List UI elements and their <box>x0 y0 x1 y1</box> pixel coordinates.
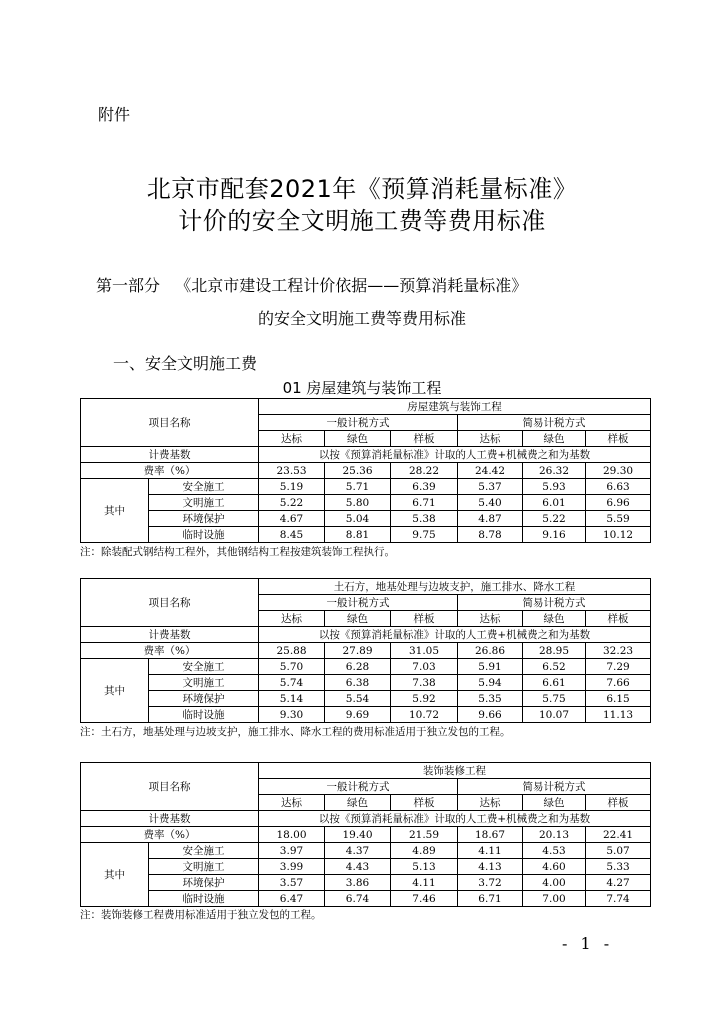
cell-value: 4.67 <box>259 511 325 527</box>
level-header: 绿色 <box>523 611 586 627</box>
cell-value: 9.30 <box>259 707 325 723</box>
rate-value: 26.86 <box>458 643 523 659</box>
rate-value: 32.23 <box>586 643 651 659</box>
group-label: 其中 <box>81 843 149 907</box>
cell-value: 5.59 <box>586 511 651 527</box>
cell-value: 4.11 <box>391 875 458 891</box>
cell-value: 5.33 <box>586 859 651 875</box>
cell-value: 5.92 <box>391 691 458 707</box>
rate-value: 18.67 <box>458 827 523 843</box>
rate-value: 18.00 <box>259 827 325 843</box>
cell-value: 10.07 <box>523 707 586 723</box>
general-tax-method-header: 一般计税方式 <box>259 415 458 431</box>
rate-value: 26.32 <box>523 463 586 479</box>
level-header: 绿色 <box>523 431 586 447</box>
level-header: 样板 <box>391 795 458 811</box>
row-label: 安全施工 <box>149 479 259 495</box>
row-label: 安全施工 <box>149 843 259 859</box>
cell-value: 5.37 <box>458 479 523 495</box>
general-tax-method-header: 一般计税方式 <box>259 595 458 611</box>
cell-value: 6.01 <box>523 495 586 511</box>
section-heading: 一、安全文明施工费 <box>113 354 258 373</box>
cell-value: 5.40 <box>458 495 523 511</box>
cell-value: 5.13 <box>391 859 458 875</box>
cell-value: 5.14 <box>259 691 325 707</box>
part-heading-line2: 的安全文明施工费等费用标准 <box>257 309 466 328</box>
cell-value: 5.93 <box>523 479 586 495</box>
row-label: 安全施工 <box>149 659 259 675</box>
cell-value: 6.71 <box>458 891 523 907</box>
cell-value: 6.15 <box>586 691 651 707</box>
level-header: 绿色 <box>325 611 391 627</box>
level-header: 样板 <box>391 611 458 627</box>
cell-value: 5.71 <box>325 479 391 495</box>
cell-value: 6.47 <box>259 891 325 907</box>
cell-value: 6.38 <box>325 675 391 691</box>
cell-value: 9.16 <box>523 527 586 543</box>
cell-value: 10.72 <box>391 707 458 723</box>
cell-value: 5.70 <box>259 659 325 675</box>
rate-value: 23.53 <box>259 463 325 479</box>
level-header: 绿色 <box>325 431 391 447</box>
row-label: 文明施工 <box>149 495 259 511</box>
fee-table-1 <box>80 398 651 543</box>
rate-label: 费率（%） <box>81 643 259 659</box>
cell-value: 9.66 <box>458 707 523 723</box>
engineering-type-header: 土石方，地基处理与边坡支护，施工排水、降水工程 <box>259 579 651 595</box>
rate-value: 28.22 <box>391 463 458 479</box>
cell-value: 4.60 <box>523 859 586 875</box>
rate-value: 21.59 <box>391 827 458 843</box>
table-note-2: 注：土石方，地基处理与边坡支护，施工排水、降水工程的费用标准适用于独立发包的工程。 <box>80 726 511 738</box>
table-note-1: 注：除装配式钢结构工程外，其他钢结构工程按建筑装饰工程执行。 <box>80 546 395 558</box>
rate-value: 19.40 <box>325 827 391 843</box>
cell-value: 4.11 <box>458 843 523 859</box>
cell-value: 7.38 <box>391 675 458 691</box>
level-header: 达标 <box>458 431 523 447</box>
cell-value: 5.07 <box>586 843 651 859</box>
cell-value: 7.00 <box>523 891 586 907</box>
fee-base-label: 计费基数 <box>81 811 259 827</box>
rate-value: 20.13 <box>523 827 586 843</box>
simple-tax-method-header: 简易计税方式 <box>458 595 651 611</box>
document-title-line2: 计价的安全文明施工费等费用标准 <box>178 207 546 235</box>
rate-value: 25.88 <box>259 643 325 659</box>
project-name-header: 项目名称 <box>81 399 259 447</box>
level-header: 样板 <box>586 611 651 627</box>
cell-value: 8.78 <box>458 527 523 543</box>
cell-value: 3.57 <box>259 875 325 891</box>
cell-value: 7.29 <box>586 659 651 675</box>
level-header: 达标 <box>458 611 523 627</box>
cell-value: 6.28 <box>325 659 391 675</box>
cell-value: 3.86 <box>325 875 391 891</box>
row-label: 文明施工 <box>149 675 259 691</box>
cell-value: 4.89 <box>391 843 458 859</box>
cell-value: 6.61 <box>523 675 586 691</box>
rate-label: 费率（%） <box>81 827 259 843</box>
engineering-type-header: 房屋建筑与装饰工程 <box>259 399 651 415</box>
rate-value: 29.30 <box>586 463 651 479</box>
cell-value: 5.75 <box>523 691 586 707</box>
attachment-label: 附件 <box>98 105 131 124</box>
cell-value: 5.91 <box>458 659 523 675</box>
table-note-3: 注：装饰装修工程费用标准适用于独立发包的工程。 <box>80 909 322 921</box>
cell-value: 5.04 <box>325 511 391 527</box>
fee-table-3 <box>80 762 651 907</box>
cell-value: 5.35 <box>458 691 523 707</box>
cell-value: 3.72 <box>458 875 523 891</box>
engineering-type-header: 装饰装修工程 <box>259 763 651 779</box>
cell-value: 7.03 <box>391 659 458 675</box>
level-header: 绿色 <box>325 795 391 811</box>
row-label: 临时设施 <box>149 527 259 543</box>
cell-value: 6.39 <box>391 479 458 495</box>
level-header: 样板 <box>586 795 651 811</box>
cell-value: 8.81 <box>325 527 391 543</box>
cell-value: 5.54 <box>325 691 391 707</box>
cell-value: 5.22 <box>259 495 325 511</box>
fee-base-label: 计费基数 <box>81 447 259 463</box>
cell-value: 10.12 <box>586 527 651 543</box>
cell-value: 4.37 <box>325 843 391 859</box>
level-header: 达标 <box>259 431 325 447</box>
row-label: 临时设施 <box>149 707 259 723</box>
fee-base-text: 以按《预算消耗量标准》计取的人工费+机械费之和为基数 <box>259 811 651 827</box>
cell-value: 6.96 <box>586 495 651 511</box>
row-label: 临时设施 <box>149 891 259 907</box>
cell-value: 7.66 <box>586 675 651 691</box>
rate-value: 27.89 <box>325 643 391 659</box>
cell-value: 8.45 <box>259 527 325 543</box>
simple-tax-method-header: 简易计税方式 <box>458 779 651 795</box>
page-number: - 1 - <box>562 934 614 953</box>
cell-value: 9.69 <box>325 707 391 723</box>
part-heading-line1: 第一部分 《北京市建设工程计价依据——预算消耗量标准》 <box>96 276 528 295</box>
level-header: 达标 <box>458 795 523 811</box>
level-header: 达标 <box>259 611 325 627</box>
cell-value: 4.00 <box>523 875 586 891</box>
cell-value: 5.22 <box>523 511 586 527</box>
cell-value: 6.74 <box>325 891 391 907</box>
cell-value: 5.80 <box>325 495 391 511</box>
project-name-header: 项目名称 <box>81 763 259 811</box>
fee-table-2 <box>80 578 651 723</box>
rate-value: 22.41 <box>586 827 651 843</box>
cell-value: 9.75 <box>391 527 458 543</box>
cell-value: 4.87 <box>458 511 523 527</box>
cell-value: 5.94 <box>458 675 523 691</box>
row-label: 环境保护 <box>149 875 259 891</box>
general-tax-method-header: 一般计税方式 <box>259 779 458 795</box>
group-label: 其中 <box>81 659 149 723</box>
rate-value: 31.05 <box>391 643 458 659</box>
row-label: 环境保护 <box>149 691 259 707</box>
row-label: 文明施工 <box>149 859 259 875</box>
cell-value: 5.74 <box>259 675 325 691</box>
project-name-header: 项目名称 <box>81 579 259 627</box>
cell-value: 11.13 <box>586 707 651 723</box>
cell-value: 4.53 <box>523 843 586 859</box>
level-header: 样板 <box>586 431 651 447</box>
cell-value: 6.52 <box>523 659 586 675</box>
fee-base-label: 计费基数 <box>81 627 259 643</box>
rate-label: 费率（%） <box>81 463 259 479</box>
row-label: 环境保护 <box>149 511 259 527</box>
document-title-line1: 北京市配套2021年《预算消耗量标准》 <box>146 175 578 203</box>
cell-value: 4.27 <box>586 875 651 891</box>
cell-value: 6.63 <box>586 479 651 495</box>
cell-value: 7.46 <box>391 891 458 907</box>
cell-value: 4.43 <box>325 859 391 875</box>
rate-value: 28.95 <box>523 643 586 659</box>
level-header: 样板 <box>391 431 458 447</box>
simple-tax-method-header: 简易计税方式 <box>458 415 651 431</box>
rate-value: 25.36 <box>325 463 391 479</box>
rate-value: 24.42 <box>458 463 523 479</box>
subsection-heading: 01 房屋建筑与装饰工程 <box>282 379 442 397</box>
level-header: 达标 <box>259 795 325 811</box>
cell-value: 6.71 <box>391 495 458 511</box>
cell-value: 5.19 <box>259 479 325 495</box>
cell-value: 4.13 <box>458 859 523 875</box>
cell-value: 3.97 <box>259 843 325 859</box>
group-label: 其中 <box>81 479 149 543</box>
cell-value: 7.74 <box>586 891 651 907</box>
fee-base-text: 以按《预算消耗量标准》计取的人工费+机械费之和为基数 <box>259 447 651 463</box>
cell-value: 5.38 <box>391 511 458 527</box>
cell-value: 3.99 <box>259 859 325 875</box>
fee-base-text: 以按《预算消耗量标准》计取的人工费+机械费之和为基数 <box>259 627 651 643</box>
level-header: 绿色 <box>523 795 586 811</box>
